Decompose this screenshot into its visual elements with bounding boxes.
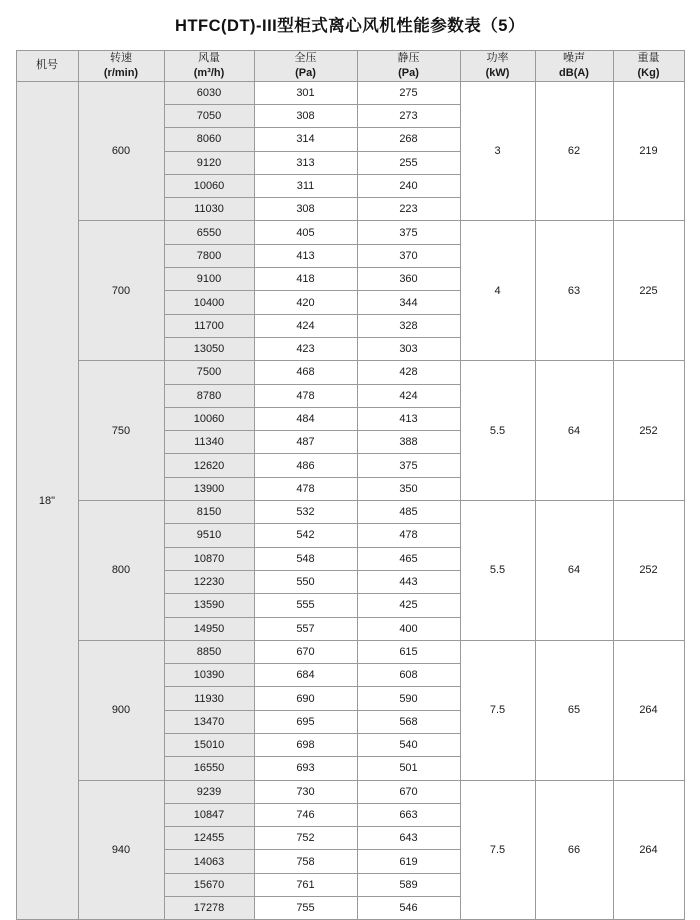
cell-total-pressure: 424 bbox=[254, 314, 357, 337]
cell-static-pressure: 670 bbox=[357, 780, 460, 803]
cell-weight: 264 bbox=[613, 780, 684, 920]
fan-performance-table bbox=[16, 50, 685, 920]
header-power-line1: 功率 bbox=[486, 52, 509, 64]
cell-total-pressure: 752 bbox=[254, 827, 357, 850]
table-row bbox=[16, 221, 684, 244]
cell-flow: 14063 bbox=[164, 850, 254, 873]
cell-total-pressure: 670 bbox=[254, 640, 357, 663]
header-total-pressure bbox=[254, 51, 357, 82]
cell-speed: 800 bbox=[78, 501, 164, 641]
cell-static-pressure: 375 bbox=[357, 454, 460, 477]
table-body bbox=[16, 81, 684, 920]
cell-static-pressure: 643 bbox=[357, 827, 460, 850]
cell-total-pressure: 308 bbox=[254, 198, 357, 221]
cell-flow: 8780 bbox=[164, 384, 254, 407]
cell-flow: 10870 bbox=[164, 547, 254, 570]
cell-total-pressure: 693 bbox=[254, 757, 357, 780]
cell-total-pressure: 308 bbox=[254, 104, 357, 127]
header-weight-line1: 重量 bbox=[637, 52, 660, 64]
header-static-pressure bbox=[357, 51, 460, 82]
cell-static-pressure: 443 bbox=[357, 570, 460, 593]
cell-weight: 252 bbox=[613, 361, 684, 501]
cell-noise: 63 bbox=[535, 221, 613, 361]
cell-static-pressure: 350 bbox=[357, 477, 460, 500]
cell-static-pressure: 370 bbox=[357, 244, 460, 267]
cell-static-pressure: 400 bbox=[357, 617, 460, 640]
header-power-line2: (kW) bbox=[485, 66, 510, 79]
cell-flow: 9120 bbox=[164, 151, 254, 174]
cell-static-pressure: 546 bbox=[357, 897, 460, 920]
cell-power: 7.5 bbox=[460, 640, 535, 780]
cell-total-pressure: 550 bbox=[254, 570, 357, 593]
cell-total-pressure: 484 bbox=[254, 407, 357, 430]
cell-static-pressure: 485 bbox=[357, 501, 460, 524]
header-static-pressure-line1: 静压 bbox=[397, 52, 420, 64]
cell-noise: 65 bbox=[535, 640, 613, 780]
cell-speed: 600 bbox=[78, 81, 164, 221]
header-total-pressure-line2: (Pa) bbox=[295, 66, 316, 79]
cell-static-pressure: 273 bbox=[357, 104, 460, 127]
cell-speed: 900 bbox=[78, 640, 164, 780]
cell-static-pressure: 303 bbox=[357, 337, 460, 360]
header-row bbox=[16, 51, 684, 82]
cell-flow: 9510 bbox=[164, 524, 254, 547]
cell-speed: 700 bbox=[78, 221, 164, 361]
cell-total-pressure: 758 bbox=[254, 850, 357, 873]
cell-total-pressure: 418 bbox=[254, 268, 357, 291]
header-weight bbox=[613, 51, 684, 82]
cell-static-pressure: 344 bbox=[357, 291, 460, 314]
cell-power: 5.5 bbox=[460, 501, 535, 641]
cell-static-pressure: 540 bbox=[357, 734, 460, 757]
cell-static-pressure: 465 bbox=[357, 547, 460, 570]
cell-static-pressure: 268 bbox=[357, 128, 460, 151]
cell-weight: 219 bbox=[613, 81, 684, 221]
header-flow-line2: (m³/h) bbox=[193, 66, 225, 79]
cell-flow: 12230 bbox=[164, 570, 254, 593]
cell-total-pressure: 311 bbox=[254, 174, 357, 197]
cell-static-pressure: 375 bbox=[357, 221, 460, 244]
cell-total-pressure: 690 bbox=[254, 687, 357, 710]
cell-static-pressure: 223 bbox=[357, 198, 460, 221]
cell-static-pressure: 360 bbox=[357, 268, 460, 291]
cell-power: 7.5 bbox=[460, 780, 535, 920]
cell-flow: 16550 bbox=[164, 757, 254, 780]
header-speed-line2: (r/min) bbox=[103, 66, 139, 79]
cell-static-pressure: 619 bbox=[357, 850, 460, 873]
cell-total-pressure: 548 bbox=[254, 547, 357, 570]
cell-static-pressure: 568 bbox=[357, 710, 460, 733]
cell-flow: 10390 bbox=[164, 664, 254, 687]
cell-weight: 225 bbox=[613, 221, 684, 361]
cell-total-pressure: 761 bbox=[254, 873, 357, 896]
header-noise-line1: 噪声 bbox=[563, 52, 585, 64]
cell-total-pressure: 314 bbox=[254, 128, 357, 151]
cell-flow: 11930 bbox=[164, 687, 254, 710]
cell-total-pressure: 420 bbox=[254, 291, 357, 314]
cell-total-pressure: 478 bbox=[254, 384, 357, 407]
header-power bbox=[460, 51, 535, 82]
header-total-pressure-line1: 全压 bbox=[294, 52, 317, 64]
cell-static-pressure: 388 bbox=[357, 431, 460, 454]
cell-total-pressure: 746 bbox=[254, 803, 357, 826]
cell-flow: 10847 bbox=[164, 803, 254, 826]
cell-total-pressure: 532 bbox=[254, 501, 357, 524]
cell-static-pressure: 590 bbox=[357, 687, 460, 710]
header-flow-line1: 风量 bbox=[198, 52, 220, 64]
cell-total-pressure: 405 bbox=[254, 221, 357, 244]
cell-noise: 62 bbox=[535, 81, 613, 221]
cell-total-pressure: 413 bbox=[254, 244, 357, 267]
cell-weight: 264 bbox=[613, 640, 684, 780]
cell-static-pressure: 478 bbox=[357, 524, 460, 547]
table-row bbox=[16, 81, 684, 104]
cell-total-pressure: 557 bbox=[254, 617, 357, 640]
cell-weight: 252 bbox=[613, 501, 684, 641]
cell-flow: 15010 bbox=[164, 734, 254, 757]
cell-flow: 11700 bbox=[164, 314, 254, 337]
header-model bbox=[16, 51, 78, 82]
cell-flow: 11030 bbox=[164, 198, 254, 221]
cell-flow: 8150 bbox=[164, 501, 254, 524]
cell-flow: 10060 bbox=[164, 407, 254, 430]
cell-static-pressure: 413 bbox=[357, 407, 460, 430]
cell-noise: 64 bbox=[535, 501, 613, 641]
cell-flow: 13050 bbox=[164, 337, 254, 360]
cell-flow: 7500 bbox=[164, 361, 254, 384]
cell-flow: 13900 bbox=[164, 477, 254, 500]
cell-flow: 10060 bbox=[164, 174, 254, 197]
cell-power: 3 bbox=[460, 81, 535, 221]
cell-flow: 11340 bbox=[164, 431, 254, 454]
page-title: HTFC(DT)-III型柜式离心风机性能参数表（5） bbox=[175, 17, 525, 35]
cell-flow: 6030 bbox=[164, 81, 254, 104]
cell-static-pressure: 240 bbox=[357, 174, 460, 197]
table-header bbox=[16, 51, 684, 82]
cell-total-pressure: 423 bbox=[254, 337, 357, 360]
table-row bbox=[16, 501, 684, 524]
cell-total-pressure: 486 bbox=[254, 454, 357, 477]
cell-flow: 8060 bbox=[164, 128, 254, 151]
cell-total-pressure: 542 bbox=[254, 524, 357, 547]
cell-total-pressure: 695 bbox=[254, 710, 357, 733]
cell-total-pressure: 468 bbox=[254, 361, 357, 384]
cell-flow: 6550 bbox=[164, 221, 254, 244]
cell-model: 18" bbox=[16, 81, 78, 920]
cell-speed: 750 bbox=[78, 361, 164, 501]
cell-flow: 7800 bbox=[164, 244, 254, 267]
cell-static-pressure: 615 bbox=[357, 640, 460, 663]
header-static-pressure-line2: (Pa) bbox=[398, 66, 419, 79]
table-row bbox=[16, 780, 684, 803]
cell-flow: 14950 bbox=[164, 617, 254, 640]
cell-noise: 66 bbox=[535, 780, 613, 920]
cell-flow: 7050 bbox=[164, 104, 254, 127]
cell-static-pressure: 608 bbox=[357, 664, 460, 687]
cell-total-pressure: 301 bbox=[254, 81, 357, 104]
cell-total-pressure: 313 bbox=[254, 151, 357, 174]
cell-flow: 15670 bbox=[164, 873, 254, 896]
cell-total-pressure: 698 bbox=[254, 734, 357, 757]
cell-static-pressure: 428 bbox=[357, 361, 460, 384]
cell-total-pressure: 730 bbox=[254, 780, 357, 803]
cell-flow: 13470 bbox=[164, 710, 254, 733]
cell-static-pressure: 663 bbox=[357, 803, 460, 826]
cell-power: 5.5 bbox=[460, 361, 535, 501]
cell-static-pressure: 425 bbox=[357, 594, 460, 617]
cell-static-pressure: 501 bbox=[357, 757, 460, 780]
header-speed bbox=[78, 51, 164, 82]
cell-flow: 9100 bbox=[164, 268, 254, 291]
cell-flow: 10400 bbox=[164, 291, 254, 314]
cell-static-pressure: 275 bbox=[357, 81, 460, 104]
cell-flow: 12620 bbox=[164, 454, 254, 477]
cell-total-pressure: 487 bbox=[254, 431, 357, 454]
cell-flow: 12455 bbox=[164, 827, 254, 850]
cell-noise: 64 bbox=[535, 361, 613, 501]
cell-static-pressure: 328 bbox=[357, 314, 460, 337]
cell-flow: 17278 bbox=[164, 897, 254, 920]
cell-total-pressure: 555 bbox=[254, 594, 357, 617]
header-noise-line2: dB(A) bbox=[559, 66, 589, 79]
cell-flow: 8850 bbox=[164, 640, 254, 663]
header-noise bbox=[535, 51, 613, 82]
header-weight-line2: (Kg) bbox=[637, 66, 660, 79]
cell-static-pressure: 589 bbox=[357, 873, 460, 896]
cell-total-pressure: 755 bbox=[254, 897, 357, 920]
table-row bbox=[16, 361, 684, 384]
cell-static-pressure: 424 bbox=[357, 384, 460, 407]
cell-total-pressure: 684 bbox=[254, 664, 357, 687]
header-model-line1: 机号 bbox=[36, 59, 58, 72]
cell-static-pressure: 255 bbox=[357, 151, 460, 174]
header-flow bbox=[164, 51, 254, 82]
cell-flow: 13590 bbox=[164, 594, 254, 617]
cell-speed: 940 bbox=[78, 780, 164, 920]
header-speed-line1: 转速 bbox=[110, 52, 132, 64]
cell-power: 4 bbox=[460, 221, 535, 361]
cell-total-pressure: 478 bbox=[254, 477, 357, 500]
cell-flow: 9239 bbox=[164, 780, 254, 803]
table-row bbox=[16, 640, 684, 663]
